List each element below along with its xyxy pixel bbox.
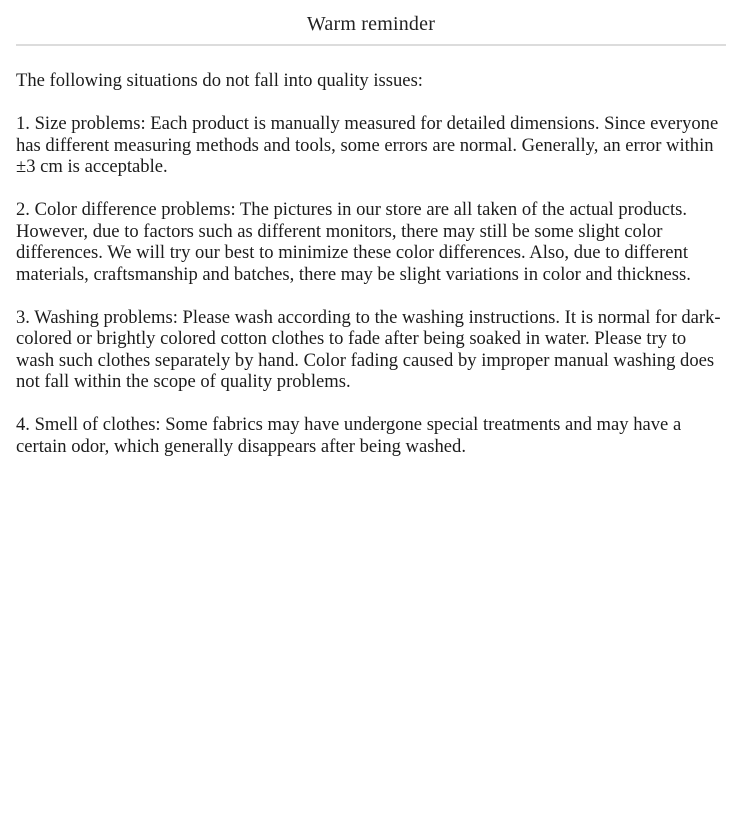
page-title: Warm reminder [306, 13, 436, 35]
page-header [16, 0, 726, 46]
spacer [16, 178, 728, 200]
spacer [16, 285, 728, 307]
spacer [16, 92, 728, 114]
smell-paragraph: 4. Smell of clothes: Some fabrics may have undergone special treatments and may have a certain odor, which generally disappears after being washed. [16, 414, 682, 457]
washing-problems-paragraph: 3. Washing problems: Please wash according to the washing instructions. It is normal for dark-colored or brightly colored cotton clothes to fade after being soaked in water. Please try to wash such clothes separately by hand. Color fading caused by improper manual washing does not fall within the scope of quality problems. [16, 306, 721, 392]
intro-text: The following situations do not fall into quality issues: [16, 70, 423, 91]
reminder-content [16, 70, 728, 457]
color-difference-paragraph: 2. Color difference problems: The pictures in our store are all taken of the actual products. However, due to factors such as different monitors, there may still be some slight color differences. We will try our best to minimize these color differences. Also, due to different materials, craftsmanship and batches, there may be slight variations in color and thickness. [16, 199, 691, 285]
size-problems-paragraph: 1. Size problems: Each product is manually measured for detailed dimensions. Since everyone has different measuring methods and tools, some errors are normal. Generally, an error within ±3 cm is acceptable. [16, 113, 719, 177]
spacer [16, 393, 728, 415]
